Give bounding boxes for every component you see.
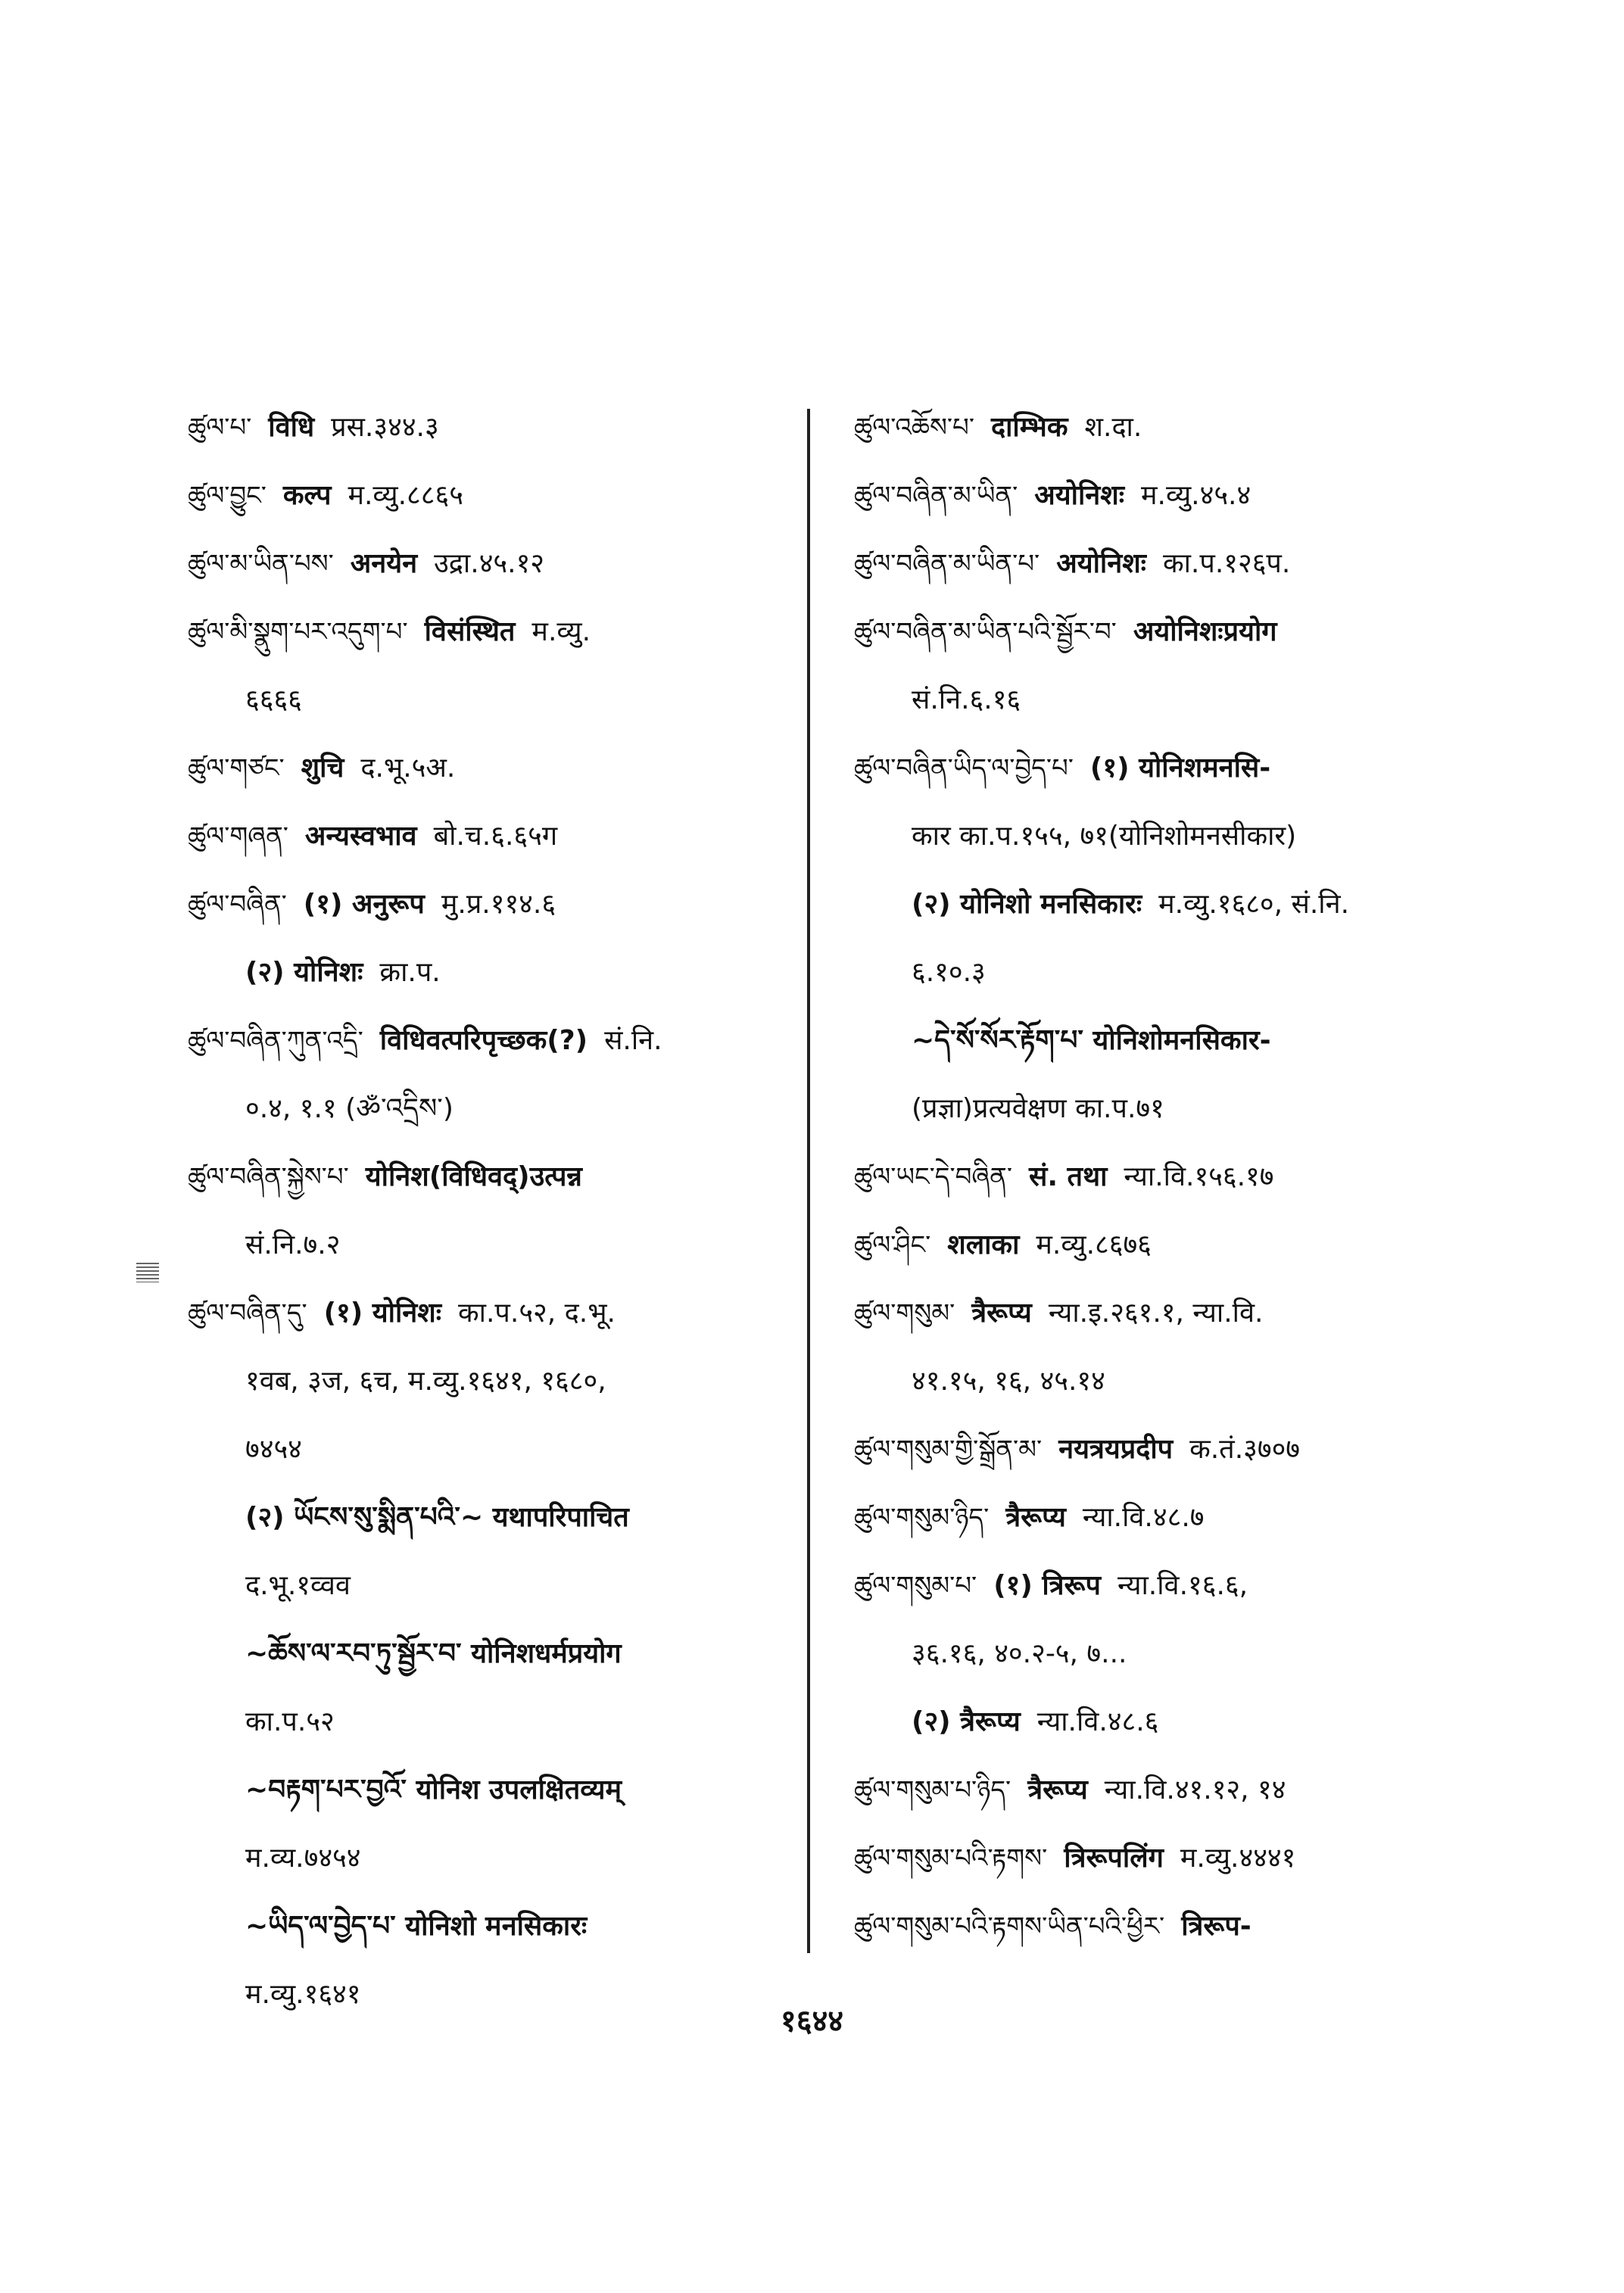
source-reference: न्या.वि.१५६.१७ [1124, 1161, 1274, 1192]
dictionary-entry [854, 462, 1482, 530]
tibetan-headword: ཚུལ་ཡང་དེ་བཞིན་ [854, 1162, 1012, 1192]
dictionary-entry [854, 1756, 1482, 1824]
entry-continuation: कार का.प.१५५, ७१(योनिशोमनसीकार) [912, 821, 1297, 852]
sub-entry [854, 871, 1482, 939]
sub-entry [188, 1484, 809, 1552]
sanskrit-equivalent: त्रिरूपलिंग [1064, 1843, 1164, 1874]
sanskrit-equivalent: विधि [268, 412, 315, 443]
sanskrit-equivalent: शुचि [301, 752, 344, 784]
page-number: १६४४ [780, 2004, 844, 2039]
entry-continuation: (प्रज्ञा)प्रत्यवेक्षण का.प.७१ [912, 1093, 1164, 1124]
sanskrit-equivalent: योनिश(विधिवद्)उत्पन्न [365, 1161, 582, 1192]
sanskrit-equivalent: ~ཆོས་ལ་རབ་ཏུ་སྦྱོར་བ་ योनिशधर्मप्रयोग [245, 1638, 622, 1669]
entry-continuation: म.व्यु.१६४१ [245, 1979, 361, 2010]
source-reference: श.दा. [1084, 412, 1142, 443]
entry-continuation: ०.४, १.१ (ॐ་འདྲིས་) [245, 1093, 454, 1124]
dictionary-entry [188, 802, 809, 871]
dictionary-entry [188, 598, 809, 666]
source-reference: म.व्यु.८६७६ [1036, 1229, 1152, 1260]
tibetan-headword: ཚུལ་གསུམ་པ་ཉིད་ [854, 1775, 1011, 1805]
source-reference: न्या.वि.४८.७ [1082, 1502, 1205, 1533]
sanskrit-equivalent: सं. तथा [1029, 1161, 1108, 1192]
tibetan-headword: ཚུལ་མི་སྣུག་པར་འདུག་པ་ [188, 617, 408, 647]
dictionary-entry [854, 1143, 1482, 1211]
dictionary-entry [188, 394, 809, 462]
entry-continuation: द.भू.१व्वव [245, 1570, 351, 1601]
sanskrit-equivalent: ~ཡིད་ལ་བྱེད་པ་ योनिशो मनसिकारः [245, 1911, 588, 1942]
tibetan-headword: ཚུལ་པ་ [188, 413, 252, 443]
entry-continuation: ६६६६ [245, 684, 302, 715]
source-reference: न्या.वि.१६.६, [1117, 1570, 1248, 1601]
sanskrit-equivalent: (२) योनिशः [245, 957, 363, 988]
dictionary-entry [854, 1484, 1482, 1552]
sanskrit-equivalent: शलाका [947, 1229, 1020, 1260]
dictionary-entry [854, 1824, 1482, 1893]
tibetan-headword: ཚུལ་གསུམ་པའི་རྟགས་ [854, 1843, 1048, 1874]
source-reference: म.व्यु.१६८०, सं.नि. [1158, 889, 1350, 920]
tibetan-headword: ཚུལ་གཞན་ [188, 821, 288, 852]
source-reference: न्या.वि.४१.१२, १४ [1104, 1774, 1286, 1805]
source-reference: प्रस.३४४.३ [331, 412, 439, 443]
dictionary-entry [854, 394, 1482, 462]
sanskrit-equivalent: त्रैरूप्य [1027, 1774, 1088, 1805]
tibetan-headword: ཚུལ་གཙང་ [188, 753, 285, 784]
tibetan-headword: ཚུལ་བཞིན་ཀུན་འདྲི་ [188, 1026, 363, 1056]
entry-continuation: ७४५४ [245, 1434, 302, 1465]
sub-entry [188, 1893, 809, 1961]
source-reference: म.व्यु.८८६५ [348, 480, 463, 511]
entry-continuation: ४१.१५, १६, ४५.१४ [912, 1366, 1105, 1397]
tibetan-headword: ཚུལ་བཞིན་མ་ཡིན་ [854, 481, 1018, 511]
sub-entry [188, 939, 809, 1007]
source-reference: द.भू.५अ. [360, 752, 456, 784]
dictionary-entry [188, 530, 809, 598]
dictionary-entry [188, 734, 809, 802]
sub-entry [188, 1756, 809, 1824]
dictionary-entry [854, 598, 1482, 666]
sanskrit-equivalent: दाम्भिक [990, 412, 1068, 443]
source-reference: मु.प्र.११४.६ [441, 889, 556, 920]
sanskrit-equivalent: अयोनिशः [1056, 548, 1146, 579]
source-reference: उद्रा.४५.१२ [434, 548, 545, 579]
sanskrit-equivalent: कल्प [282, 480, 332, 511]
dictionary-entry [854, 1279, 1482, 1347]
dictionary-entry [854, 530, 1482, 598]
tibetan-headword: ཚུལ་བཞིན་དུ་ [188, 1298, 307, 1329]
dictionary-entry [854, 734, 1482, 802]
source-reference: बो.च.६.६५ग [433, 821, 558, 852]
sub-entry [854, 1007, 1482, 1075]
sub-entry [854, 1688, 1482, 1756]
column-divider [807, 409, 810, 1953]
dictionary-entry [188, 1143, 809, 1211]
tibetan-headword: ཚུལ་གསུམ་ [854, 1298, 955, 1329]
sanskrit-equivalent: (२) त्रैरूप्य [912, 1706, 1021, 1737]
tibetan-headword: ཚུལ་བྱུང་ [188, 481, 267, 511]
source-reference: न्या.इ.२६१.१, न्या.वि. [1048, 1298, 1264, 1329]
right-column [854, 394, 1482, 1961]
sanskrit-equivalent: ~དེ་སོ་སོར་རྟོག་པ་ योनिशोमनसिकार- [912, 1025, 1271, 1056]
source-reference: न्या.वि.४८.६ [1036, 1706, 1159, 1737]
sanskrit-equivalent: नयत्रयप्रदीप [1058, 1434, 1174, 1465]
sanskrit-equivalent: (१) त्रिरूप [993, 1570, 1101, 1601]
sanskrit-equivalent: विधिवत्परिपृच्छक(?) [379, 1025, 588, 1056]
dictionary-entry [854, 1416, 1482, 1484]
sanskrit-equivalent: अयोनिशः [1034, 480, 1125, 511]
source-reference: म.व्यु. [531, 616, 591, 647]
dictionary-entry [854, 1211, 1482, 1279]
sanskrit-equivalent: ~བརྟག་པར་བྱའོ་ योनिश उपलक्षितव्यम् [245, 1774, 622, 1805]
sanskrit-equivalent: अनयेन [350, 548, 418, 579]
sanskrit-equivalent: (१) योनिशः [323, 1298, 442, 1329]
dictionary-entry [854, 1893, 1482, 1961]
tibetan-headword: ཚུལ་བཞིན་མ་ཡིན་པ་ [854, 549, 1040, 579]
sanskrit-equivalent: त्रैरूप्य [971, 1298, 1032, 1329]
tibetan-headword: ཚུལ་བཞིན་ཡིད་ལ་བྱེད་པ་ [854, 753, 1074, 784]
margin-mark [136, 1263, 159, 1282]
entry-continuation: सं.नि.७.२ [245, 1229, 341, 1260]
entry-continuation: ३६.१६, ४०.२-५, ७... [912, 1638, 1127, 1669]
source-reference: का.प.५२, द.भू. [458, 1298, 616, 1329]
tibetan-headword: ཚུལ་བཞིན་མ་ཡིན་པའི་སྦྱོར་བ་ [854, 617, 1117, 647]
tibetan-headword: ཚུལ་གསུམ་པ་ [854, 1571, 977, 1601]
tibetan-headword: ཚུལ་ཤིང་ [854, 1230, 931, 1260]
source-reference: क.तं.३७०७ [1189, 1434, 1301, 1465]
source-reference: क्रा.प. [379, 957, 441, 988]
entry-continuation: सं.नि.६.१६ [912, 684, 1021, 715]
entry-continuation: का.प.५२ [245, 1706, 335, 1737]
sanskrit-equivalent: अन्यस्वभाव [304, 821, 417, 852]
source-reference: म.व्यु.४५.४ [1141, 480, 1252, 511]
source-reference: सं.नि. [604, 1025, 662, 1056]
source-reference: म.व्यु.४४४१ [1180, 1843, 1296, 1874]
entry-continuation: म.व्य.७४५४ [245, 1843, 361, 1874]
left-column [188, 394, 809, 2029]
sanskrit-equivalent: (१) योनिशमनसि- [1089, 752, 1271, 784]
sanskrit-equivalent: (२) ཡོངས་སུ་སྨིན་པའི་~ यथापरिपाचित [245, 1502, 629, 1533]
dictionary-entry [188, 871, 809, 939]
sanskrit-equivalent: (१) अनुरूप [303, 889, 425, 920]
sanskrit-equivalent: विसंस्थित [424, 616, 516, 647]
dictionary-entry [854, 1552, 1482, 1620]
sanskrit-equivalent: (२) योनिशो मनसिकारः [912, 889, 1142, 920]
dictionary-entry [188, 1007, 809, 1075]
sub-entry [188, 1620, 809, 1688]
entry-continuation: १वब, ३ज, ६च, म.व्यु.१६४१, १६८०, [245, 1366, 606, 1397]
tibetan-headword: ཚུལ་གསུམ་པའི་རྟགས་ཡིན་པའི་ཕྱིར་ [854, 1911, 1165, 1942]
tibetan-headword: ཚུལ་མ་ཡིན་པས་ [188, 549, 334, 579]
dictionary-entry [188, 1279, 809, 1347]
tibetan-headword: ཚུལ་གསུམ་ཉིད་ [854, 1503, 990, 1533]
tibetan-headword: ཚུལ་བཞིན་སྐྱེས་པ་ [188, 1162, 349, 1192]
dictionary-entry [188, 462, 809, 530]
sanskrit-equivalent: त्रिरूप- [1181, 1911, 1252, 1942]
sanskrit-equivalent: त्रैरूप्य [1005, 1502, 1066, 1533]
entry-continuation: ६.१०.३ [912, 957, 986, 988]
tibetan-headword: ཚུལ་འཆོས་པ་ [854, 413, 974, 443]
tibetan-headword: ཚུལ་གསུམ་གྱི་སྒྲོན་མ་ [854, 1435, 1043, 1465]
source-reference: का.प.१२६प. [1162, 548, 1291, 579]
tibetan-headword: ཚུལ་བཞིན་ [188, 889, 287, 920]
sanskrit-equivalent: अयोनिशःप्रयोग [1133, 616, 1277, 647]
